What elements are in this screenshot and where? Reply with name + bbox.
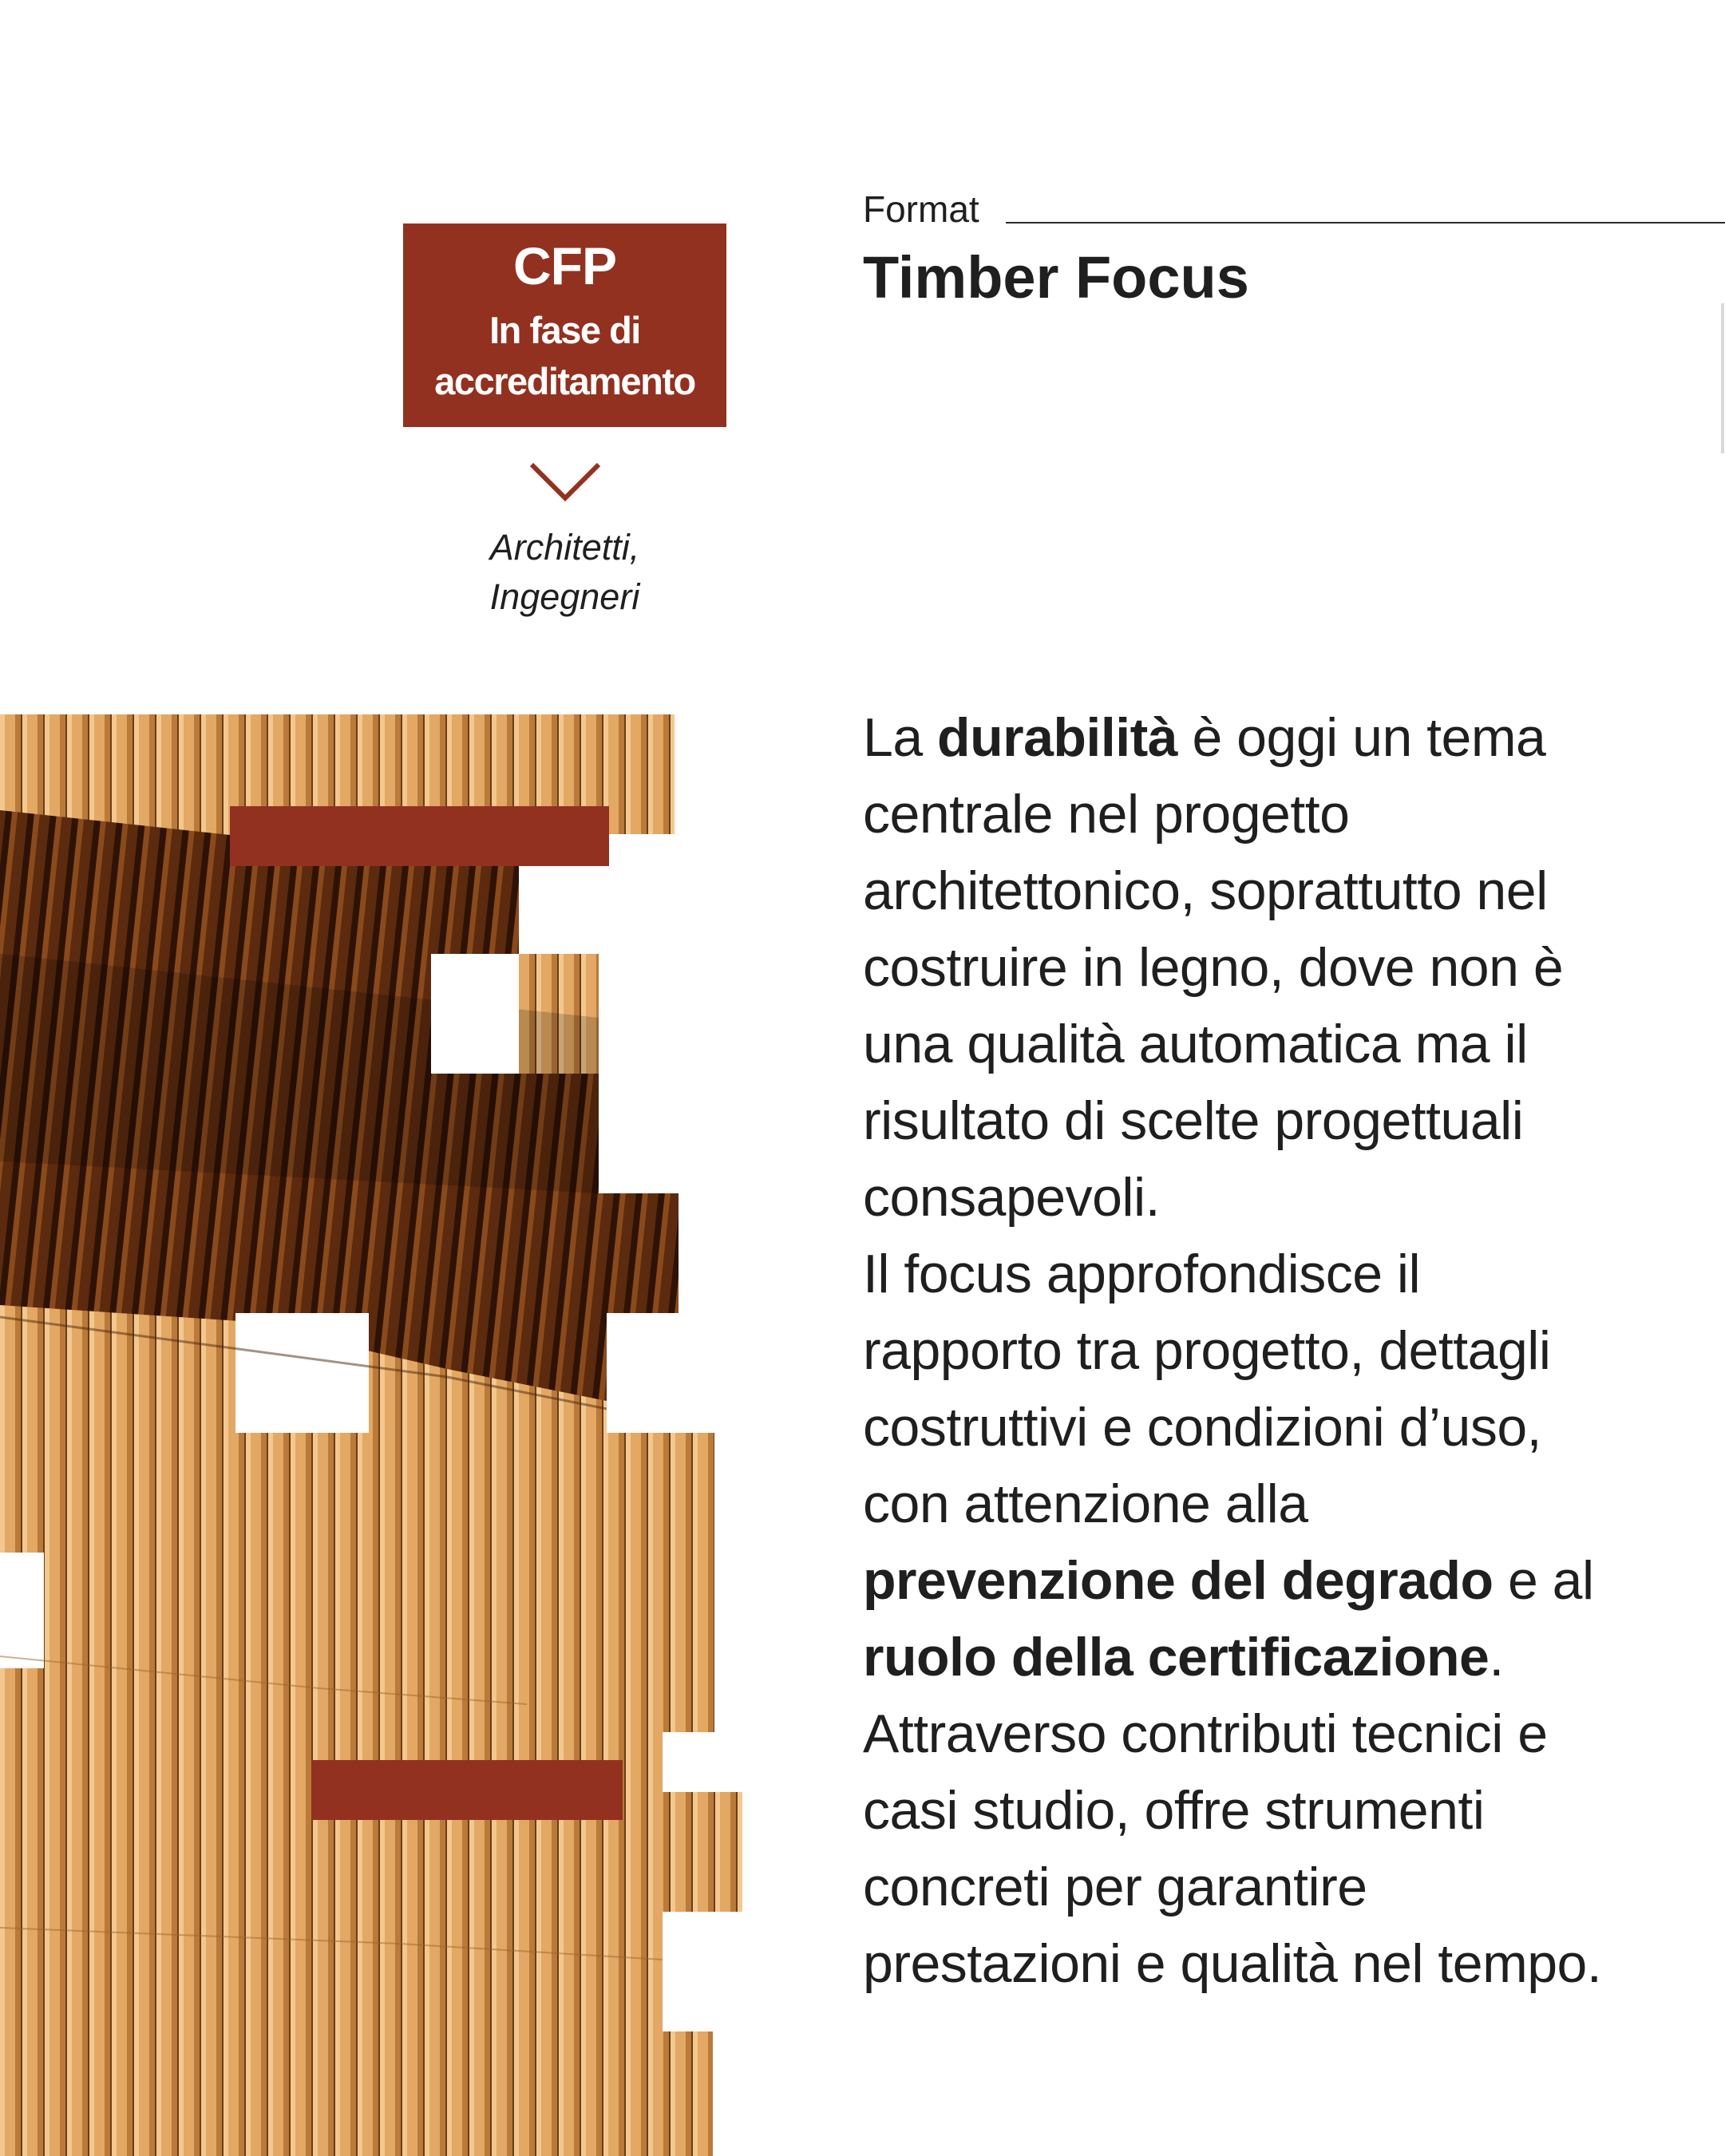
accent-bar xyxy=(230,806,609,866)
page-title: Timber Focus xyxy=(863,244,1249,311)
text-line: rapporto tra progetto, dettagli xyxy=(863,1320,1551,1381)
cutout xyxy=(0,1553,44,1668)
chevron-down-icon xyxy=(528,461,602,503)
emphasis-durabilita: durabilità xyxy=(937,707,1178,768)
text-line: costruire in legno, dove non è xyxy=(863,937,1564,998)
text-line: casi studio, offre strumenti xyxy=(863,1780,1485,1841)
emphasis-prevenzione: prevenzione del degrado xyxy=(863,1550,1494,1611)
cutout xyxy=(663,1912,742,2031)
cfp-subtitle-line1: In fase di xyxy=(489,309,640,351)
text-line: concreti per garantire xyxy=(863,1857,1367,1917)
text-line: con attenzione alla xyxy=(863,1474,1308,1534)
emphasis-certificazione: ruolo della certificazione xyxy=(863,1627,1490,1687)
text-line: consapevoli. xyxy=(863,1167,1161,1228)
edge-divider xyxy=(1721,303,1724,453)
text-line xyxy=(863,1619,1717,1695)
timber-slats-image xyxy=(0,714,742,2156)
accent-bar xyxy=(311,1760,623,1820)
text-line: risultato di scelte progettuali xyxy=(863,1090,1524,1151)
cutout xyxy=(607,1313,742,1433)
cfp-subtitle-line2: accreditamento xyxy=(434,360,695,402)
text-line: prestazioni e qualità nel tempo. xyxy=(863,1933,1602,1994)
text-line: Attraverso contributi tecnici e xyxy=(863,1703,1548,1764)
format-label: Format xyxy=(863,188,979,230)
text-line: Il focus approfondisce il xyxy=(863,1244,1421,1304)
cfp-title: CFP xyxy=(513,236,616,295)
text-line xyxy=(863,699,1717,776)
text-line: architettonico, soprattutto nel xyxy=(863,860,1548,921)
audience-line2: Ingegneri xyxy=(489,576,640,617)
text-run: . xyxy=(1489,1627,1504,1687)
text-run: è oggi un tema xyxy=(1177,707,1546,768)
text-line: costruttivi e condizioni d’uso, xyxy=(863,1397,1542,1458)
text-line: centrale nel progetto xyxy=(863,784,1350,845)
cutout xyxy=(235,1313,369,1433)
text-run: e al xyxy=(1493,1550,1594,1611)
text-line xyxy=(863,1542,1717,1619)
audience xyxy=(431,523,698,622)
text-run: La xyxy=(863,707,938,768)
header-divider xyxy=(1006,222,1725,224)
cutout xyxy=(431,954,519,1074)
text-line: una qualità automatica ma il xyxy=(863,1014,1528,1074)
description xyxy=(863,699,1717,2002)
cfp-badge xyxy=(403,224,726,427)
audience-line1: Architetti, xyxy=(489,527,640,568)
